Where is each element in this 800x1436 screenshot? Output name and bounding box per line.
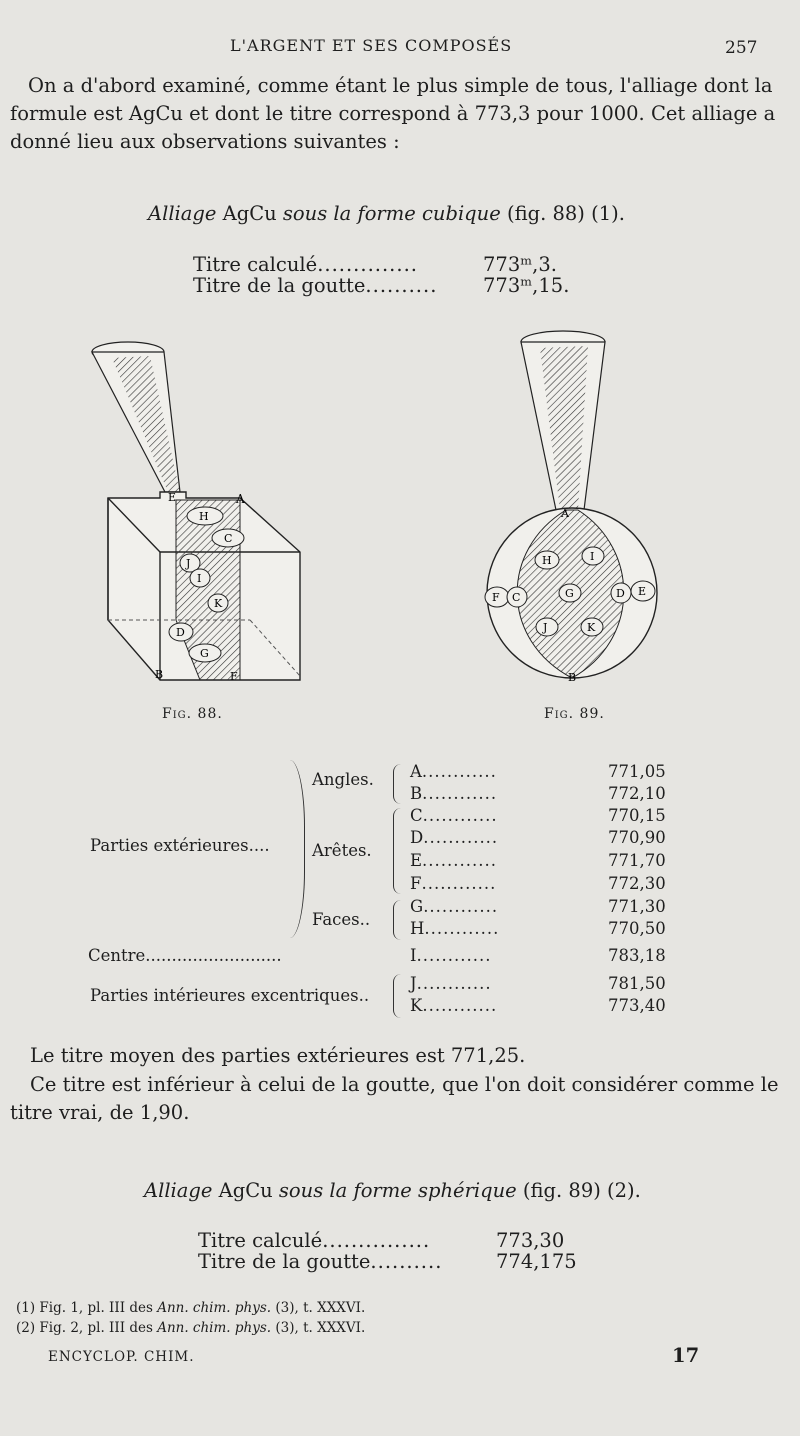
result-row-h: H............: [410, 919, 500, 938]
fig88-label-a: A: [236, 492, 245, 506]
result-row-e: E............: [410, 851, 497, 870]
heading-ref: (fig. 88) (1).: [506, 202, 625, 225]
s1-row-1-label: Titre calculé..............: [193, 253, 418, 276]
running-header: L'ARGENT ET SES COMPOSÉS: [230, 36, 513, 55]
section-2-heading: [144, 1177, 641, 1205]
fig89-label-c: C: [512, 591, 521, 604]
fig89-label-i: I: [590, 550, 595, 563]
s1-row-2-value: 773ᵐ,15.: [483, 274, 570, 297]
result-value-b: 772,10: [608, 784, 666, 803]
fig89-label-e: E: [638, 585, 647, 598]
s2-row-2-value: 774,175: [496, 1250, 577, 1273]
fig-88-cube-drawing: [92, 342, 300, 683]
group-angles-label: Angles.: [312, 770, 374, 789]
conclusion-line-1: Le titre moyen des parties extérieures est 771,25.: [30, 1044, 526, 1067]
conclusion-line-3: titre vrai, de 1,90.: [10, 1101, 190, 1124]
interior-label: Parties intérieures excentriques..: [90, 986, 370, 1005]
fig88-label-k: K: [214, 597, 223, 610]
intro-line-2: formule est AgCu et dont le titre correspond à 773,3 pour 1000. Cet alliage a: [10, 102, 776, 125]
page-number: 257: [725, 38, 758, 58]
fig89-label-g: G: [565, 587, 574, 600]
s2-row-1-label: Titre calculé...............: [198, 1229, 431, 1252]
heading-form: sous la forme cubique: [282, 202, 501, 225]
result-row-f: F............: [410, 874, 497, 893]
fig88-label-i: I: [197, 572, 202, 585]
heading2-ref: (fig. 89) (2).: [522, 1179, 641, 1202]
result-row-d: D............: [410, 828, 499, 847]
s2-row-2-label: Titre de la goutte..........: [198, 1250, 443, 1273]
fig89-label-a: A: [561, 507, 569, 520]
footnote-1: (1) Fig. 1, pl. III des Ann. chim. phys. (3), t. XXXVI.: [16, 1300, 366, 1316]
s1-row-2-label: Titre de la goutte..........: [193, 274, 438, 297]
result-row-b: B............: [410, 784, 498, 803]
result-row-c: C............: [410, 806, 498, 825]
result-row-g: G............: [410, 897, 499, 916]
fig89-label-j: J: [543, 621, 548, 634]
fig89-label-f: F: [492, 591, 500, 604]
interior-value-k: 773,40: [608, 996, 666, 1015]
result-value-d: 770,90: [608, 828, 666, 847]
heading-alloy-word: Alliage: [148, 202, 217, 225]
centre-label: Centre..........................: [88, 946, 282, 965]
result-value-g: 771,30: [608, 897, 666, 916]
group-aretes-label: Arêtes.: [312, 841, 372, 860]
fig88-label-b: B: [155, 668, 164, 681]
figures-illustration: [0, 320, 800, 700]
result-value-e: 771,70: [608, 851, 666, 870]
heading-formula: AgCu: [222, 202, 277, 225]
signature-number: 17: [672, 1344, 700, 1367]
fig88-label-g: G: [200, 647, 209, 660]
heading2-formula: AgCu: [218, 1179, 273, 1202]
result-value-h: 770,50: [608, 919, 666, 938]
interior-value-j: 781,50: [608, 974, 666, 993]
heading2-form: sous la forme sphérique: [278, 1179, 517, 1202]
fig88-label-d: D: [176, 626, 185, 639]
conclusion-line-2: Ce titre est inférieur à celui de la goutte, que l'on doit considérer comme le: [30, 1073, 779, 1096]
centre-value: 783,18: [608, 946, 666, 965]
section-1-heading: [148, 200, 625, 228]
brace-aretes: [393, 808, 402, 894]
fig-89-sphere-drawing: [485, 331, 657, 684]
result-value-f: 772,30: [608, 874, 666, 893]
intro-line-1: On a d'abord examiné, comme étant le plus simple de tous, l'alliage dont la: [28, 74, 773, 97]
outer-parts-label: Parties extérieures....: [90, 836, 270, 855]
interior-row-k: K............: [410, 996, 498, 1015]
brace-angles: [393, 764, 402, 804]
fig88-label-f: F: [230, 670, 238, 683]
result-row-a: A............: [410, 762, 497, 781]
fig89-label-h: H: [542, 554, 552, 567]
fig88-label-c: C: [224, 532, 233, 545]
fig-88-caption: Fig. 88.: [162, 706, 223, 722]
fig-89-caption: Fig. 89.: [544, 706, 605, 722]
fig88-label-h: H: [199, 510, 209, 523]
result-value-c: 770,15: [608, 806, 666, 825]
footnote-2: (2) Fig. 2, pl. III des Ann. chim. phys. (3), t. XXXVI.: [16, 1320, 366, 1336]
fig89-label-b: B: [568, 671, 577, 684]
s1-row-1-value: 773ᵐ,3.: [483, 253, 557, 276]
intro-line-3: donné lieu aux observations suivantes :: [10, 130, 400, 153]
signature-mark: ENCYCLOP. CHIM.: [48, 1349, 195, 1365]
group-faces-label: Faces..: [312, 910, 371, 929]
fig88-label-j: J: [186, 557, 191, 570]
centre-row: I............: [410, 946, 492, 965]
fig88-label-e: E: [168, 491, 177, 504]
interior-row-j: J............: [410, 974, 492, 993]
fig89-label-k: K: [587, 621, 596, 634]
result-value-a: 771,05: [608, 762, 666, 781]
outer-brace: [290, 760, 305, 938]
fig89-label-d: D: [616, 587, 625, 600]
heading2-alloy-word: Alliage: [144, 1179, 213, 1202]
brace-faces: [393, 900, 402, 940]
brace-interior: [393, 974, 402, 1018]
s2-row-1-value: 773,30: [496, 1229, 565, 1252]
